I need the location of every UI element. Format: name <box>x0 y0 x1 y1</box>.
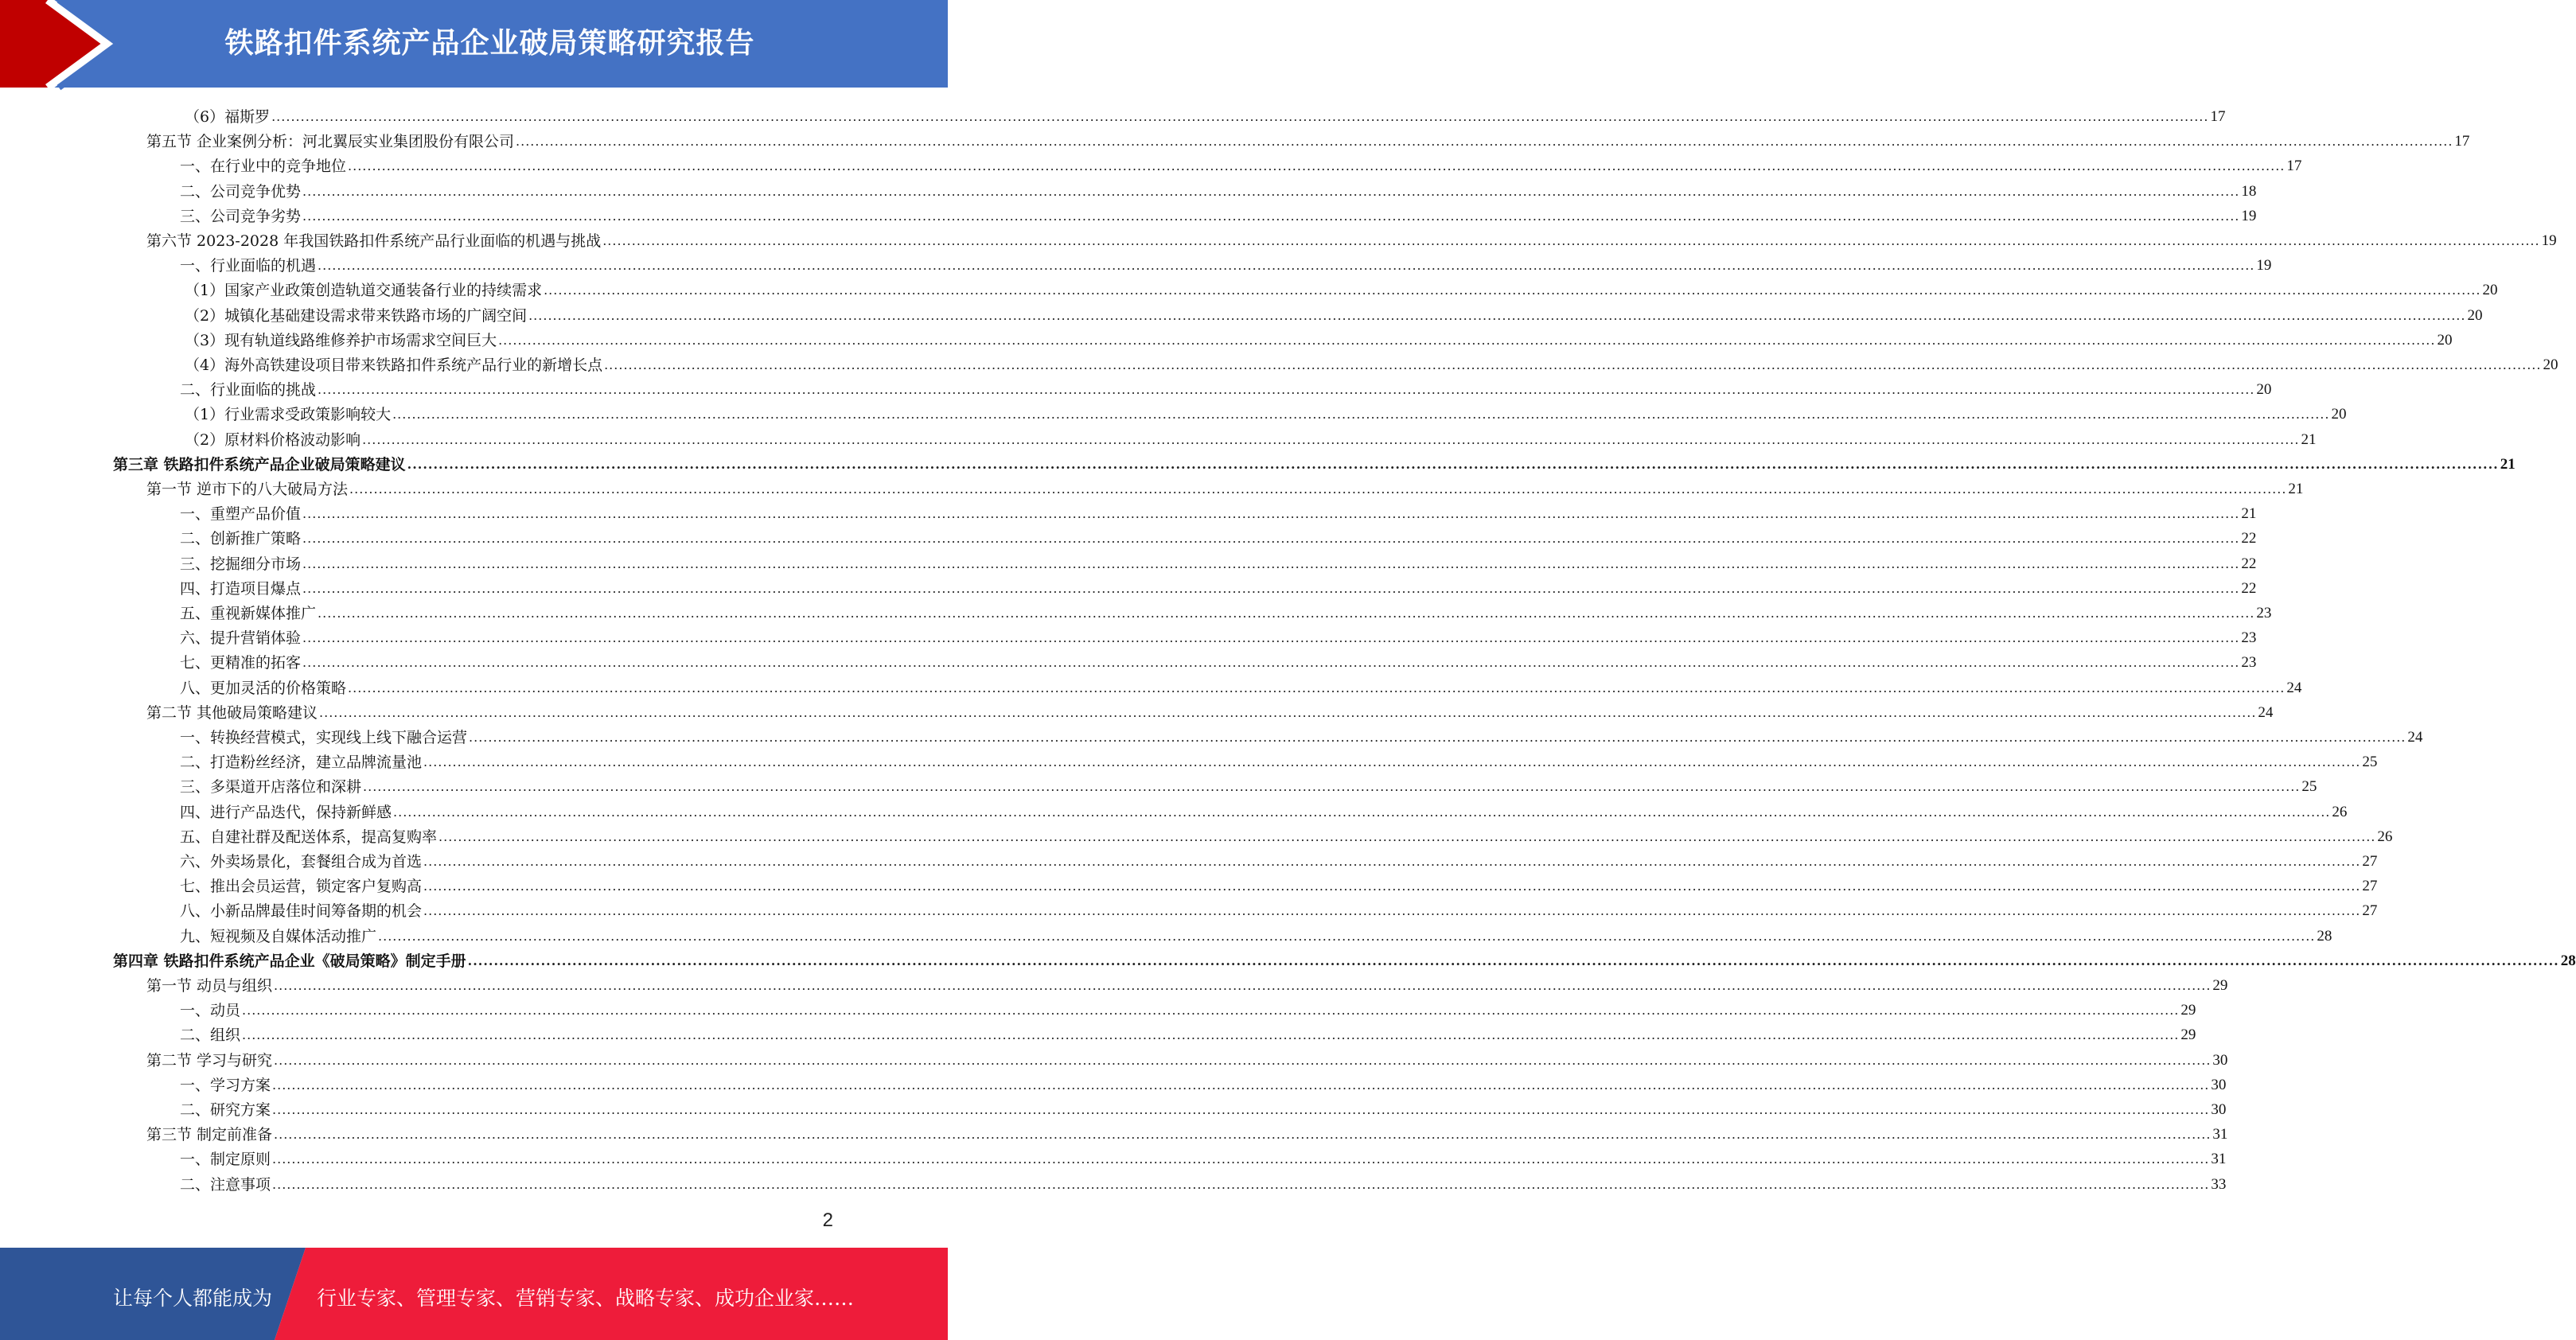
toc-entry[interactable] <box>180 1095 2227 1120</box>
toc-entry-title: 三、公司竞争劣势 <box>180 207 302 225</box>
toc-entry-title: 第三节 制定前准备 <box>146 1126 273 1144</box>
toc-dot-leader: ................................................................................................................................................................................................................................................................................................................................................................................................................ <box>302 183 2240 199</box>
toc-entry[interactable] <box>180 871 2378 896</box>
toc-entry-title: 二、创新推广策略 <box>180 530 302 548</box>
toc-dot-leader: ................................................................................................................................................................................................................................................................................................................................................................................................................ <box>423 754 2361 770</box>
toc-entry-page: 30 <box>2211 1101 2227 1118</box>
toc-dot-leader: ................................................................................................................................................................................................................................................................................................................................................................................................................ <box>318 258 2255 274</box>
toc-entry[interactable] <box>180 896 2378 921</box>
toc-entry[interactable] <box>180 151 2302 176</box>
toc-chapter-entry[interactable] <box>113 450 2516 474</box>
toc-entry-title: 第一节 动员与组织 <box>146 977 273 995</box>
toc-entry[interactable] <box>180 623 2257 648</box>
toc-entry-title: 一、在行业中的竞争地位 <box>180 158 347 176</box>
toc-entry[interactable] <box>185 301 2483 325</box>
toc-entry[interactable] <box>180 648 2257 672</box>
toc-dot-leader: ................................................................................................................................................................................................................................................................................................................................................................................................................ <box>544 282 2481 298</box>
toc-entry-page: 17 <box>2210 108 2226 125</box>
footer-slogan-right: 行业专家、管理专家、营销专家、战略专家、成功企业家…… <box>317 1287 855 1310</box>
toc-entry[interactable] <box>180 995 2196 1020</box>
toc-entry-page: 19 <box>2241 207 2257 224</box>
toc-entry-title: 五、自建社群及配送体系，提高复购率 <box>180 828 438 846</box>
toc-entry-page: 21 <box>2500 455 2516 473</box>
toc-entry-page: 20 <box>2256 381 2272 399</box>
toc-section-entry[interactable] <box>146 1046 2228 1070</box>
toc-entry[interactable] <box>180 1070 2227 1095</box>
toc-entry-title: 一、学习方案 <box>180 1076 271 1094</box>
toc-entry-title: 第二节 学习与研究 <box>146 1051 273 1069</box>
toc-entry-page: 26 <box>2377 828 2393 845</box>
toc-entry-page: 20 <box>2467 306 2483 324</box>
toc-entry-page: 29 <box>2180 1002 2196 1019</box>
toc-entry[interactable] <box>180 847 2378 871</box>
toc-entry-page: 28 <box>2560 952 2576 969</box>
toc-entry[interactable] <box>180 375 2272 399</box>
toc-entry-title: 第五节 企业案例分析：河北翼辰实业集团股份有限公司 <box>146 133 515 151</box>
toc-dot-leader: ................................................................................................................................................................................................................................................................................................................................................................................................................ <box>302 555 2240 571</box>
toc-dot-leader: ................................................................................................................................................................................................................................................................................................................................................................................................................ <box>528 307 2466 323</box>
toc-entry-title: 三、挖掘细分市场 <box>180 555 302 573</box>
toc-entry[interactable] <box>180 598 2272 623</box>
toc-section-entry[interactable] <box>146 127 2470 151</box>
toc-entry-page: 24 <box>2258 703 2274 721</box>
toc-section-entry[interactable] <box>146 226 2557 251</box>
toc-entry-title: 一、转换经营模式，实现线上线下融合运营 <box>180 729 468 746</box>
toc-entry-title: 一、行业面临的机遇 <box>180 257 317 275</box>
toc-entry-page: 26 <box>2332 803 2348 820</box>
toc-entry-title: （1）国家产业政策创造轨道交通装备行业的持续需求 <box>185 282 543 300</box>
toc-entry-page: 30 <box>2211 1076 2227 1093</box>
toc-entry-title: 七、推出会员运营，锁定客户复购高 <box>180 878 423 896</box>
toc-entry-title: 二、行业面临的挑战 <box>180 381 317 399</box>
toc-dot-leader: ................................................................................................................................................................................................................................................................................................................................................................................................................ <box>407 456 2499 472</box>
toc-entry[interactable] <box>180 1170 2227 1194</box>
toc-entry-page: 31 <box>2212 1126 2228 1143</box>
toc-entry-title: 四、进行产品迭代，保持新鲜感 <box>180 803 392 821</box>
toc-dot-leader: ................................................................................................................................................................................................................................................................................................................................................................................................................ <box>242 1027 2180 1043</box>
toc-entry[interactable] <box>180 251 2272 275</box>
toc-dot-leader: ................................................................................................................................................................................................................................................................................................................................................................................................................ <box>272 1102 2210 1117</box>
toc-section-entry[interactable] <box>146 971 2228 995</box>
toc-entry[interactable] <box>180 524 2257 548</box>
toc-dot-leader: ................................................................................................................................................................................................................................................................................................................................................................................................................ <box>302 208 2240 224</box>
toc-entry-page: 24 <box>2407 729 2423 746</box>
toc-entry[interactable] <box>185 350 2558 375</box>
toc-entry-page: 21 <box>2301 430 2317 448</box>
toc-entry-title: 二、公司竞争优势 <box>180 182 302 201</box>
toc-entry-page: 23 <box>2241 629 2257 647</box>
toc-dot-leader: ................................................................................................................................................................................................................................................................................................................................................................................................................ <box>467 952 2559 968</box>
toc-entry[interactable] <box>180 747 2378 772</box>
toc-entry-title: 八、更加灵活的价格策略 <box>180 679 347 697</box>
toc-entry-title: 七、更精准的拓客 <box>180 654 302 672</box>
toc-entry-title: 第三章 铁路扣件系统产品企业破局策略建议 <box>113 455 406 473</box>
toc-dot-leader: ................................................................................................................................................................................................................................................................................................................................................................................................................ <box>318 606 2255 621</box>
toc-dot-leader: ................................................................................................................................................................................................................................................................................................................................................................................................................ <box>604 357 2542 372</box>
toc-entry-page: 29 <box>2212 977 2228 994</box>
toc-entry-title: 第二节 其他破局策略建议 <box>146 703 318 722</box>
toc-dot-leader: ................................................................................................................................................................................................................................................................................................................................................................................................................ <box>272 1077 2210 1093</box>
page-number: 2 <box>822 1210 833 1231</box>
toc-entry-page: 22 <box>2241 579 2257 597</box>
toc-dot-leader: ................................................................................................................................................................................................................................................................................................................................................................................................................ <box>348 680 2286 695</box>
toc-entry-page: 25 <box>2362 754 2378 771</box>
toc-dot-leader: ................................................................................................................................................................................................................................................................................................................................................................................................................ <box>516 134 2453 150</box>
toc-entry-page: 31 <box>2211 1151 2227 1168</box>
toc-dot-leader: ................................................................................................................................................................................................................................................................................................................................................................................................................ <box>318 382 2255 398</box>
toc-entry-page: 19 <box>2541 232 2557 249</box>
toc-dot-leader: ................................................................................................................................................................................................................................................................................................................................................................................................................ <box>349 481 2287 497</box>
toc-entry-title: 五、重视新媒体推广 <box>180 605 317 622</box>
toc-entry-title: （3）现有轨道线路维修养护市场需求空间巨大 <box>185 331 497 349</box>
toc-entry-title: 第六节 2023-2028 年我国铁路扣件系统产品行业面临的机遇与挑战 <box>146 232 602 250</box>
toc-entry-page: 29 <box>2180 1026 2196 1044</box>
toc-entry-title: 三、多渠道开店落位和深耕 <box>180 778 362 797</box>
toc-entry[interactable] <box>185 275 2498 300</box>
toc-dot-leader: ................................................................................................................................................................................................................................................................................................................................................................................................................ <box>271 109 2209 124</box>
page-footer <box>0 1248 948 1340</box>
toc-entry[interactable] <box>180 921 2332 946</box>
toc-dot-leader: ................................................................................................................................................................................................................................................................................................................................................................................................................ <box>602 233 2540 248</box>
toc-dot-leader: ................................................................................................................................................................................................................................................................................................................................................................................................................ <box>393 804 2331 820</box>
toc-entry[interactable] <box>180 723 2423 747</box>
toc-entry-title: （4）海外高铁建设项目带来铁路扣件系统产品行业的新增长点 <box>185 356 603 374</box>
toc-dot-leader: ................................................................................................................................................................................................................................................................................................................................................................................................................ <box>498 332 2436 348</box>
toc-entry[interactable] <box>180 499 2257 524</box>
toc-entry-title: 一、制定原则 <box>180 1151 271 1169</box>
toc-entry-title: （2）原材料价格波动影响 <box>185 430 361 449</box>
toc-dot-leader: ................................................................................................................................................................................................................................................................................................................................................................................................................ <box>423 854 2361 869</box>
toc-dot-leader: ................................................................................................................................................................................................................................................................................................................................................................................................................ <box>302 655 2240 671</box>
toc-section-entry[interactable] <box>146 698 2274 723</box>
toc-entry-page: 24 <box>2286 679 2302 696</box>
toc-entry-page: 20 <box>2543 356 2558 373</box>
toc-entry-page: 23 <box>2241 654 2257 672</box>
toc-entry-title: 二、研究方案 <box>180 1101 271 1119</box>
toc-entry[interactable] <box>180 772 2317 797</box>
page-header <box>0 0 948 88</box>
toc-entry[interactable] <box>180 177 2257 201</box>
toc-entry-title: （1）行业需求受政策影响较大 <box>185 406 392 424</box>
toc-dot-leader: ................................................................................................................................................................................................................................................................................................................................................................................................................ <box>242 1003 2180 1019</box>
toc-dot-leader: ................................................................................................................................................................................................................................................................................................................................................................................................................ <box>319 704 2257 720</box>
toc-dot-leader: ................................................................................................................................................................................................................................................................................................................................................................................................................ <box>272 1176 2210 1192</box>
toc-entry-title: 二、打造粉丝经济，建立品牌流量池 <box>180 754 423 772</box>
toc-entry[interactable] <box>185 399 2347 424</box>
toc-entry-title: 九、短视频及自媒体活动推广 <box>180 927 377 945</box>
toc-entry-page: 20 <box>2482 282 2498 299</box>
toc-entry-title: 八、小新品牌最佳时间筹备期的机会 <box>180 902 423 921</box>
toc-dot-leader: ................................................................................................................................................................................................................................................................................................................................................................................................................ <box>378 928 2316 944</box>
footer-slogan-left: 让每个人都能成为 <box>113 1287 273 1310</box>
toc-dot-leader: ................................................................................................................................................................................................................................................................................................................................................................................................................ <box>302 580 2240 596</box>
toc-entry-title: 一、动员 <box>180 1002 241 1020</box>
toc-entry-title: 第一节 逆市下的八大破局方法 <box>146 481 349 498</box>
toc-dot-leader: ................................................................................................................................................................................................................................................................................................................................................................................................................ <box>363 779 2301 795</box>
toc-entry-title: 一、重塑产品价值 <box>180 505 302 524</box>
toc-dot-leader: ................................................................................................................................................................................................................................................................................................................................................................................................................ <box>274 1052 2212 1068</box>
toc-entry[interactable] <box>180 549 2257 574</box>
toc-entry-page: 22 <box>2241 555 2257 572</box>
toc-entry-page: 18 <box>2241 182 2257 200</box>
toc-dot-leader: ................................................................................................................................................................................................................................................................................................................................................................................................................ <box>423 878 2361 894</box>
toc-entry-page: 25 <box>2301 778 2317 796</box>
toc-entry-page: 22 <box>2241 530 2257 547</box>
toc-entry-title: 第四章 铁路扣件系统产品企业《破局策略》制定手册 <box>113 952 466 970</box>
toc-entry-title: 二、组织 <box>180 1026 241 1045</box>
toc-dot-leader: ................................................................................................................................................................................................................................................................................................................................................................................................................ <box>392 407 2330 423</box>
toc-dot-leader: ................................................................................................................................................................................................................................................................................................................................................................................................................ <box>362 431 2300 447</box>
toc-entry-page: 27 <box>2362 878 2378 895</box>
toc-entry-title: 四、打造项目爆点 <box>180 579 302 598</box>
toc-entry-page: 27 <box>2362 853 2378 870</box>
toc-entry[interactable] <box>180 822 2393 847</box>
toc-entry[interactable] <box>180 574 2257 598</box>
toc-entry[interactable] <box>185 325 2453 350</box>
toc-entry-page: 20 <box>2437 331 2453 349</box>
toc-entry-title: 六、提升营销体验 <box>180 629 302 648</box>
toc-entry-page: 21 <box>2288 481 2304 497</box>
toc-dot-leader: ................................................................................................................................................................................................................................................................................................................................................................................................................ <box>274 978 2212 993</box>
toc-entry[interactable] <box>180 673 2302 698</box>
toc-entry[interactable] <box>185 102 2226 127</box>
toc-section-entry[interactable] <box>146 474 2304 499</box>
toc-entry-page: 23 <box>2256 605 2272 621</box>
toc-entry-page: 21 <box>2241 505 2257 523</box>
report-title: 铁路扣件系统产品企业破局策略研究报告 <box>224 27 755 60</box>
toc-section-entry[interactable] <box>146 1120 2228 1144</box>
toc-dot-leader: ................................................................................................................................................................................................................................................................................................................................................................................................................ <box>272 1151 2210 1167</box>
toc-dot-leader: ................................................................................................................................................................................................................................................................................................................................................................................................................ <box>423 903 2361 919</box>
toc-dot-leader: ................................................................................................................................................................................................................................................................................................................................................................................................................ <box>274 1127 2212 1143</box>
toc-dot-leader: ................................................................................................................................................................................................................................................................................................................................................................................................................ <box>302 506 2240 522</box>
toc-entry[interactable] <box>185 425 2317 450</box>
toc-entry-page: 27 <box>2362 902 2378 920</box>
toc-entry-page: 20 <box>2331 406 2347 423</box>
toc-entry-page: 33 <box>2211 1175 2227 1193</box>
toc-dot-leader: ................................................................................................................................................................................................................................................................................................................................................................................................................ <box>348 158 2286 174</box>
toc-entry-page: 28 <box>2317 927 2332 945</box>
toc-entry-title: （6）福斯罗 <box>185 108 271 126</box>
toc-dot-leader: ................................................................................................................................................................................................................................................................................................................................................................................................................ <box>469 730 2406 745</box>
toc-entry-title: 六、外卖场景化，套餐组合成为首选 <box>180 853 423 871</box>
toc-entry-title: （2）城镇化基础建设需求带来铁路市场的广阔空间 <box>185 306 528 325</box>
toc-entry[interactable] <box>180 1020 2196 1045</box>
toc-entry[interactable] <box>180 797 2348 822</box>
toc-entry[interactable] <box>180 1144 2227 1169</box>
toc-entry-page: 17 <box>2286 158 2302 175</box>
toc-entry[interactable] <box>180 201 2257 226</box>
toc-dot-leader: ................................................................................................................................................................................................................................................................................................................................................................................................................ <box>438 828 2376 844</box>
toc-entry-page: 17 <box>2454 133 2470 150</box>
toc-entry-title: 二、注意事项 <box>180 1175 271 1194</box>
toc-dot-leader: ................................................................................................................................................................................................................................................................................................................................................................................................................ <box>302 531 2240 547</box>
toc-dot-leader: ................................................................................................................................................................................................................................................................................................................................................................................................................ <box>302 630 2240 646</box>
toc-entry-page: 30 <box>2212 1051 2228 1069</box>
toc-chapter-entry[interactable] <box>113 946 2576 971</box>
toc-entry-page: 19 <box>2256 257 2272 275</box>
